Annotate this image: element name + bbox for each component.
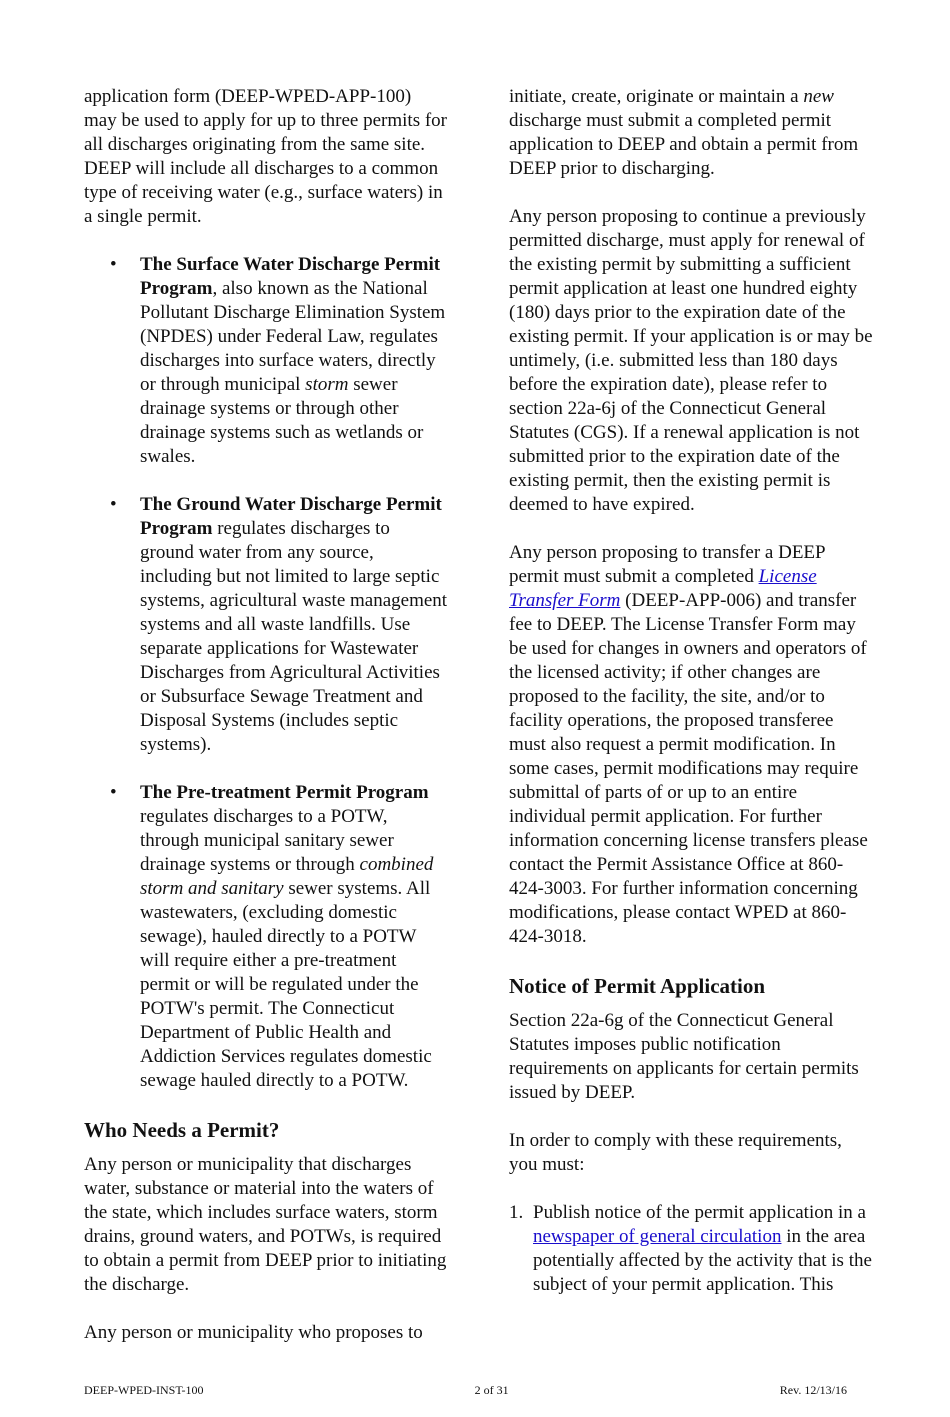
transfer-paragraph <box>509 541 873 949</box>
footer-revision: Rev. 12/13/16 <box>779 1383 847 1397</box>
bullet-title: The Surface Water Discharge Permit Program <box>140 254 441 299</box>
footer <box>0 1369 950 1417</box>
renewal-paragraph: Any person proposing to continue a previously permitted discharge, must apply for renewal of the existing permit by submitting a sufficient permit application at least one hundred eighty (180) days prior to the expiration date of the existing permit. If your application is or may be untimely, (i.e. submitted less than 180 days before the expiration date), please refer to section 22a-6j of the Connecticut General Statutes (CGS). If a renewal application is not submitted prior to the expiration date of the existing permit, then the existing permit is deemed to have expired. <box>509 206 873 515</box>
list-number: 1. <box>509 1202 524 1223</box>
left-column <box>84 85 448 1369</box>
text: in the area potentially affected by the activity that is the subject of your permit application. This <box>533 1226 872 1295</box>
bullet-text: regulates discharges to a POTW, through municipal sanitary sewer drainage systems or through <box>140 806 394 875</box>
right-column <box>509 85 873 1369</box>
list-item-1 <box>509 1201 873 1297</box>
heading-who-needs-permit: Who Needs a Permit? <box>84 1118 280 1142</box>
comply-paragraph: In order to comply with these requirements, you must: <box>509 1130 842 1175</box>
footer-page-number: 2 of 31 <box>474 1383 509 1397</box>
who-needs-paragraph: Any person or municipality that discharges water, substance or material into the waters of the state, which includes surface waters, storm drains, ground waters, and POTWs, is required to obtain a permit from DEEP prior to initiating the discharge. <box>84 1154 447 1295</box>
heading-notice-of-permit: Notice of Permit Application <box>509 974 766 998</box>
bullet-title: The Ground Water Discharge Permit Program <box>140 494 442 539</box>
new-discharge-paragraph <box>509 85 873 181</box>
bullet-italic: storm <box>305 374 349 395</box>
text: discharge must submit a completed permit application to DEEP and obtain a permit from DEEP prior to discharging. <box>509 110 859 179</box>
link-text: License Transfer Form <box>509 566 817 611</box>
bullet-italic: combined storm and sanitary <box>140 854 434 899</box>
bullet-text: sewer systems. All wastewaters, (excluding domestic sewage), hauled directly to a POTW will require either a pre-treatment permit or will be regulated under the POTW's permit. The Connecticut Department of Public Health and Addiction Services regulates domestic sewage hauled directly to a POTW. <box>140 878 432 1091</box>
bullet-title: The Pre-treatment Permit Program <box>140 782 429 803</box>
footer-doc-id: DEEP-WPED-INST-100 <box>84 1383 204 1397</box>
notice-paragraph: Section 22a-6g of the Connecticut General Statutes imposes public notification requirements on applicants for certain permits issued by DEEP. <box>509 1010 859 1103</box>
bullet-text: , also known as the National Pollutant Discharge Elimination System (NPDES) under Federal Law, regulates discharges into surface waters, directly or through municipal <box>140 278 446 395</box>
bullet-ground-water <box>84 493 448 757</box>
text: Any person proposing to transfer a DEEP permit must submit a completed <box>509 542 825 587</box>
bullet-icon: • <box>110 254 117 275</box>
bullet-surface-water <box>84 253 448 469</box>
text: Publish notice of the permit application in a <box>533 1202 866 1223</box>
newspaper-link[interactable]: newspaper of general circulation <box>533 1226 782 1247</box>
text-italic: new <box>803 86 834 107</box>
bullet-text: regulates discharges to ground water from any source, including but not limited to large septic systems, agricultural waste management systems and all waste landfills. Use separate applications for Wastewater Discharges from Agricultural Activities or Subsurface Sewage Treatment and Disposal Systems (includes septic systems). <box>140 518 448 755</box>
bullet-icon: • <box>110 782 117 803</box>
municipality-paragraph: Any person or municipality who proposes to <box>84 1322 423 1343</box>
text: (DEEP-APP-006) and transfer fee to DEEP. The License Transfer Form may be used for changes in owners and operators of the licensed activity; if other changes are proposed to the facility, the site, and/or to facility operations, the proposed transferee must also request a permit modification. In some cases, permit modifications may require submittal of parts of or up to an entire individual permit application. For further information concerning license transfers please contact the Permit Assistance Office at 860-424-3003. For further information concerning modifications, please contact WPED at 860-424-3018. <box>509 590 868 947</box>
intro-paragraph: application form (DEEP-WPED-APP-100) may be used to apply for up to three permits for all discharges originating from the same site. DEEP will include all discharges to a common type of receiving water (e.g., surface waters) in a single permit. <box>84 86 448 227</box>
bullet-pretreatment <box>84 781 448 1093</box>
bullet-icon: • <box>110 494 117 515</box>
text: initiate, create, originate or maintain a <box>509 86 804 107</box>
bullet-text: sewer drainage systems or through other drainage systems such as wetlands or swales. <box>140 374 424 467</box>
